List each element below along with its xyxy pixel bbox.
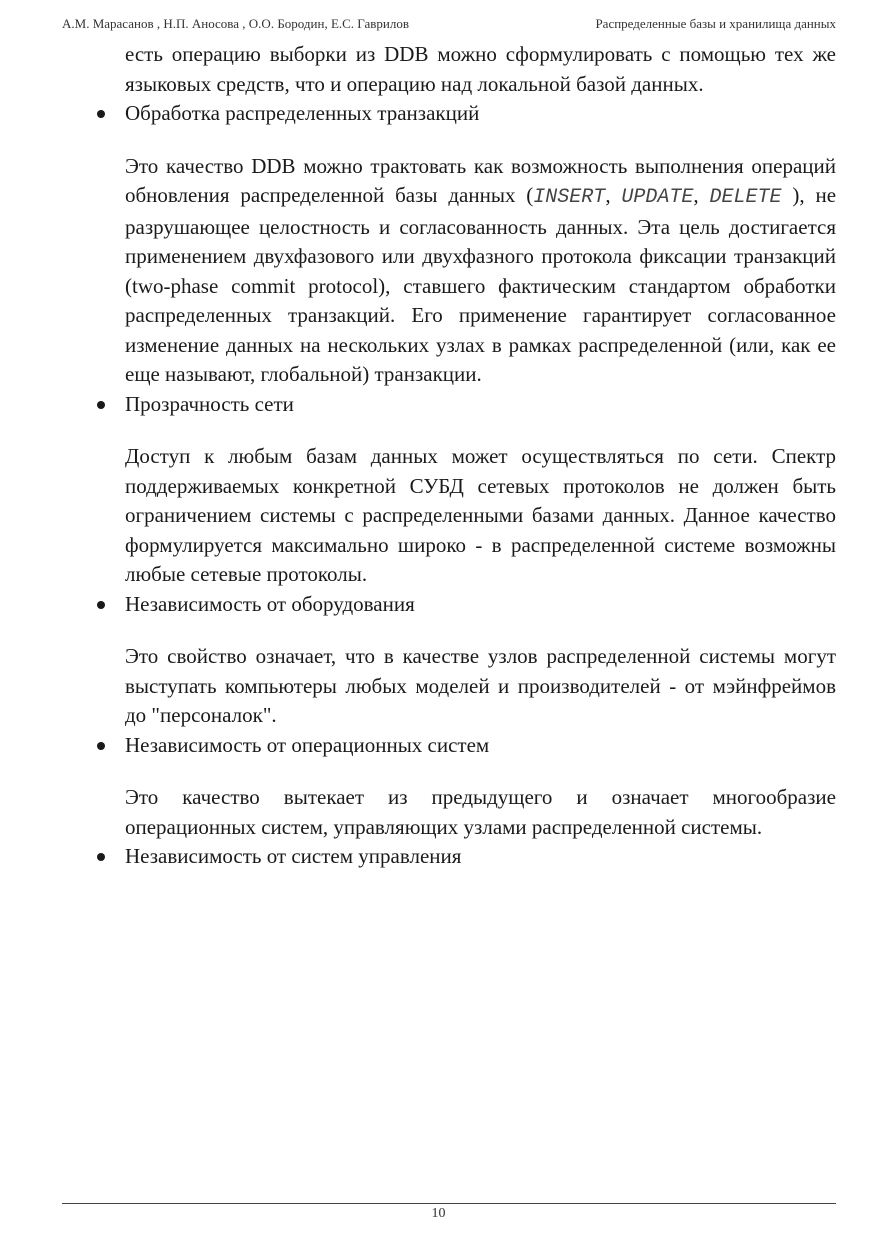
section-paragraph (125, 152, 836, 390)
bullet-item (125, 731, 836, 761)
bullet-icon (97, 110, 105, 118)
page-header (62, 16, 836, 36)
paragraph-text: ), не разрушающее целостность и согласованность данных. Эта цель достигается применением двухфазового или двухфазного протокола фиксации транзакций (two-phase commit protocol), ставшего фактическим стандартом обработки распределенных транзакций. Его применение гарантирует согласованное изменение данных на нескольких узлах в рамках распределенной (или, как ее еще называют, глобальной) транзакции. (125, 183, 837, 386)
section-paragraph: Это качество вытекает из предыдущего и означает многообразие операционных систем, управляющих узлами распределенной системы. (125, 785, 836, 839)
bullet-icon (97, 601, 105, 609)
code-insert: INSERT (533, 186, 606, 209)
header-authors: А.М. Марасанов , Н.П. Аносова , О.О. Бородин, Е.С. Гаврилов (62, 16, 409, 31)
bullet-heading: Независимость от оборудования (125, 591, 415, 616)
bullet-heading: Независимость от операционных систем (125, 732, 490, 757)
separator: , (693, 183, 710, 207)
bullet-heading: Независимость от систем управления (125, 844, 462, 868)
separator: , (605, 183, 622, 207)
footer-divider (62, 1203, 836, 1204)
bullet-icon (97, 742, 105, 750)
section-paragraph: Доступ к любым базам данных может осуществляться по сети. Спектр поддерживаемых конкретной СУБД сетевых протоколов не должен быть ограничением системы с распределенными базами данных. Данное качество формулируется максимально широко - в распределенной системе возможны любые сетевые протоколы. (125, 444, 836, 586)
bullet-item (125, 390, 836, 420)
header-title: Распределенные базы и хранилища данных (595, 16, 836, 31)
page-body (125, 40, 836, 872)
bullet-heading: Обработка распределенных транзакций (125, 101, 480, 125)
bullet-heading: Прозрачность сети (125, 391, 294, 416)
page-number: 10 (431, 1206, 446, 1221)
bullet-item (125, 99, 836, 129)
bullet-icon (97, 853, 105, 861)
bullet-icon (97, 401, 105, 409)
code-delete: DELETE (709, 186, 782, 209)
intro-paragraph: есть операцию выборки из DDB можно сформулировать с помощью тех же языковых средств, что и операцию над локальной базой данных. (125, 42, 836, 96)
bullet-item (125, 842, 836, 872)
bullet-item (125, 590, 836, 620)
paragraph-text: Это качество DDB можно трактовать как возможность выполнения операций обновления распределенной базы данных ( (125, 153, 836, 207)
section-paragraph: Это свойство означает, что в качестве узлов распределенной системы могут выступать компьютеры любых моделей и производителей - от мэйнфреймов до "персоналок". (125, 644, 836, 727)
code-update: UPDATE (621, 186, 694, 209)
